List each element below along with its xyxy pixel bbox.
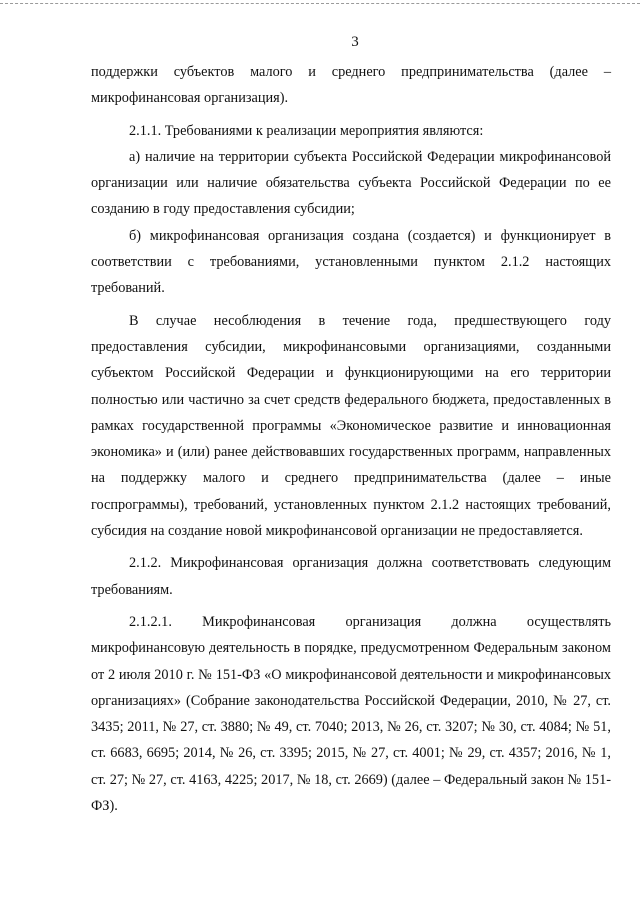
scan-top-edge bbox=[0, 3, 640, 6]
document-page bbox=[91, 34, 611, 819]
paragraph-item-a: а) наличие на территории субъекта Российской Федерации микрофинансовой организации или наличие обязательства субъекта Российской Федерации по ее созданию в году предоставления субсидии; bbox=[91, 148, 611, 218]
paragraph-item-b: б) микрофинансовая организация создана (создается) и функционирует в соответствии с требованиями, установленными пунктом 2.1.2 настоящих требований. bbox=[91, 227, 611, 297]
page-number: 3 bbox=[351, 34, 359, 50]
paragraph-continuation: поддержки субъектов малого и среднего предпринимательства (далее – микрофинансовая организация). bbox=[91, 64, 611, 107]
paragraph-noncompliance: В случае несоблюдения в течение года, предшествующего году предоставления субсидии, микрофинансовыми организациями, созданными субъектом Российской Федерации и функционирующими на его территории полностью или частично за счет средств федерального бюджета, предоставленных в рамках государственной программы «Экономическое развитие и инновационная экономика» и (или) ранее действовавших государственных программ, направленных на поддержку малого и среднего предпринимательства (далее – иные госпрограммы), требований, установленных пунктом 2.1.2 настоящих требований, субсидия на создание новой микрофинансовой организации не предоставляется. bbox=[91, 312, 611, 540]
paragraph-2-1-2-1: 2.1.2.1. Микрофинансовая организация должна осуществлять микрофинансовую деятельность в порядке, предусмотренном Федеральным законом от 2 июля 2010 г. № 151-ФЗ «О микрофинансовой деятельности и микрофинансовых организациях» (Собрание законодательства Российской Федерации, 2010, № 27, ст. 3435; 2011, № 27, ст. 3880; № 49, ст. 7040; 2013, № 26, ст. 3207; № 30, ст. 4084; № 51, ст. 6683, 6695; 2014, № 26, ст. 3395; 2015, № 27, ст. 4001; № 29, ст. 4357; 2016, № 1, ст. 27; № 27, ст. 4163, 4225; 2017, № 18, ст. 2669) (далее – Федеральный закон № 151-ФЗ). bbox=[91, 613, 611, 815]
paragraph-2-1-1: 2.1.1. Требованиями к реализации мероприятия являются: bbox=[129, 122, 484, 139]
paragraph-2-1-2: 2.1.2. Микрофинансовая организация должна соответствовать следующим требованиям. bbox=[91, 555, 611, 598]
